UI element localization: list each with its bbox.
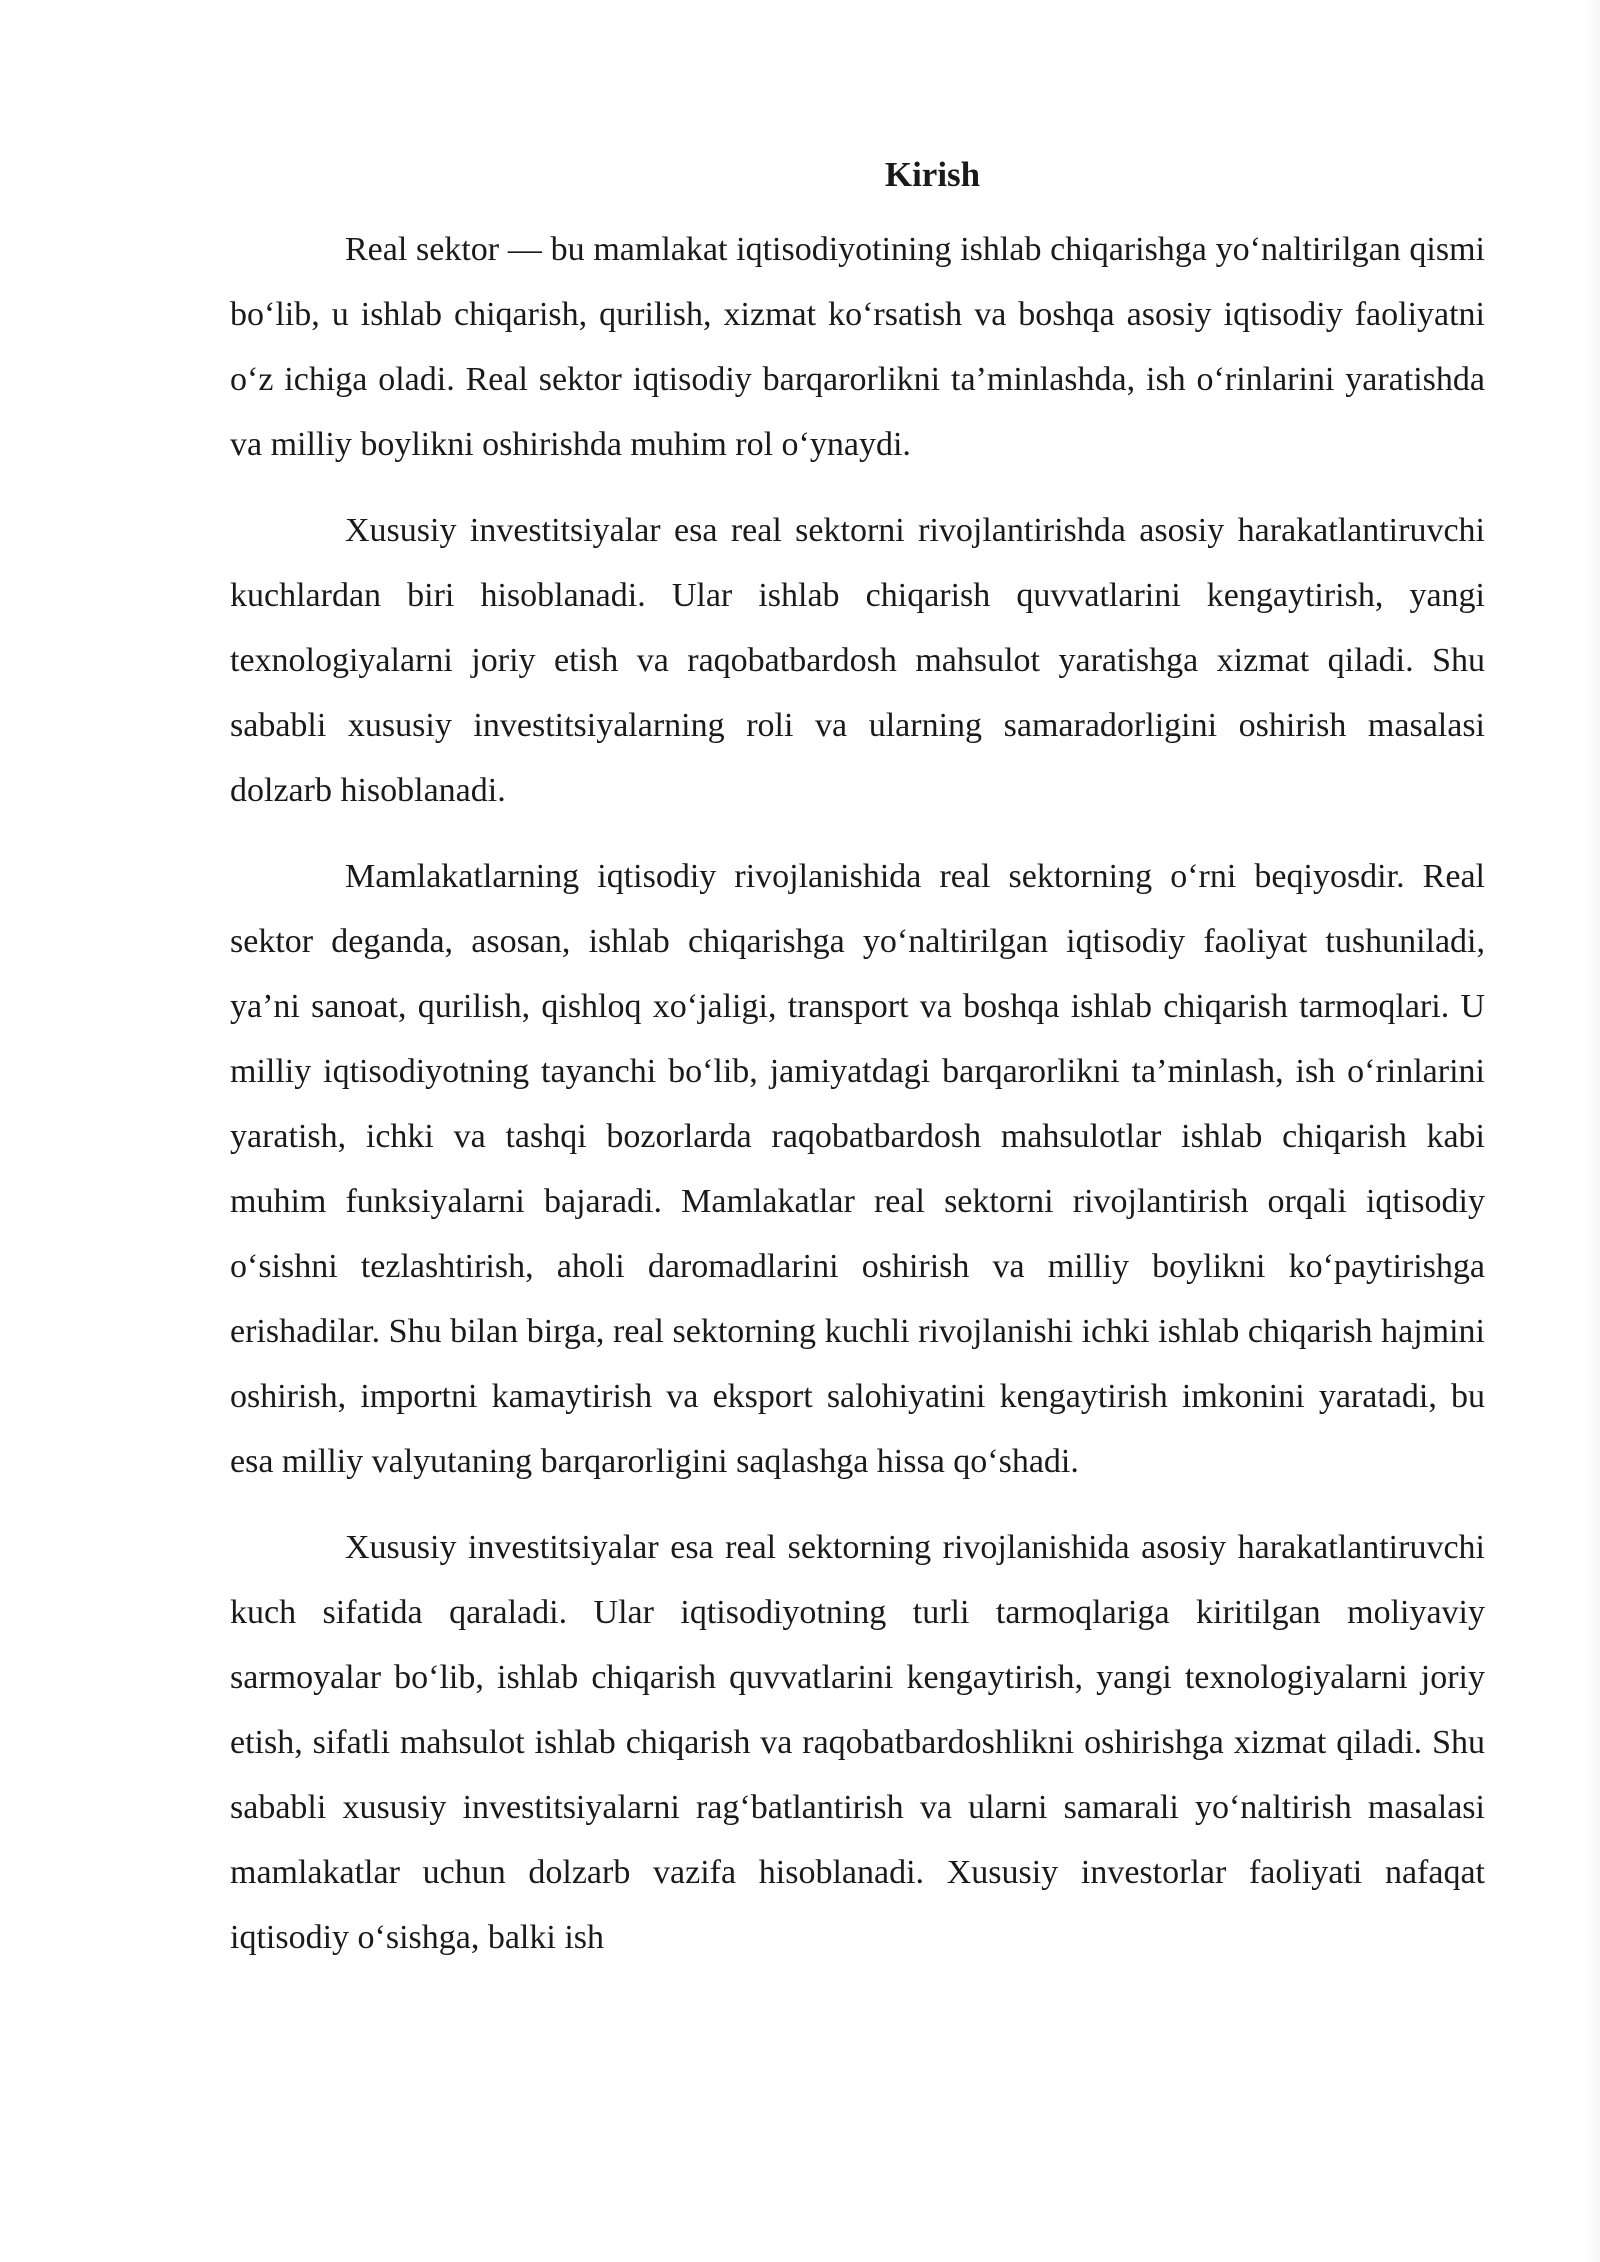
paragraph-4: Xususiy investitsiyalar esa real sektorning rivojlanishida asosiy harakatlantiruvchi kuch sifatida qaraladi. Ular iqtisodiyotning turli tarmoqlariga kiritilgan moliyaviy sarmoyalar bo‘lib, ishlab chiqarish quvvatlarini kengaytirish, yangi texnologiyalarni joriy etish, sifatli mahsulot ishlab chiqarish va raqobatbardoshlikni oshirishga xizmat qiladi. Shu sababli xususiy investitsiyalarni rag‘batlantirish va ularni samarali yo‘naltirish masalasi mamlakatlar uchun dolzarb vazifa hisoblanadi. Xususiy investorlar faoliyati nafaqat iqtisodiy o‘sishga, balki ish (230, 1529, 1485, 1956)
paragraph-2: Xususiy investitsiyalar esa real sektorni rivojlantirishda asosiy harakatlantiruvchi kuchlardan biri hisoblanadi. Ular ishlab chiqarish quvvatlarini kengaytirish, yangi texnologiyalarni joriy etish va raqobatbardosh mahsulot yaratishga xizmat qiladi. Shu sababli xususiy investitsiyalarning roli va ularning samaradorligini oshirish masalasi dolzarb hisoblanadi. (230, 512, 1485, 809)
paragraph-3: Mamlakatlarning iqtisodiy rivojlanishida real sektorning o‘rni beqiyosdir. Real sektor deganda, asosan, ishlab chiqarishga yo‘naltirilgan iqtisodiy faoliyat tushuniladi, ya’ni sanoat, qurilish, qishloq xo‘jaligi, transport va boshqa ishlab chiqarish tarmoqlari. U milliy iqtisodiyotning tayanchi bo‘lib, jamiyatdagi barqarorlikni ta’minlash, ish o‘rinlarini yaratish, ichki va tashqi bozorlarda raqobatbardosh mahsulotlar ishlab chiqarish kabi muhim funksiyalarni bajaradi. Mamlakatlar real sektorni rivojlantirish orqali iqtisodiy o‘sishni tezlashtirish, aholi daromadlarini oshirish va milliy boylikni ko‘paytirishga erishadilar. Shu bilan birga, real sektorning kuchli rivojlanishi ichki ishlab chiqarish hajmini oshirish, importni kamaytirish va eksport salohiyatini kengaytirish imkonini yaratadi, bu esa milliy valyutaning barqarorligini saqlashga hissa qo‘shadi. (230, 858, 1485, 1480)
paragraph-1: Real sektor — bu mamlakat iqtisodiyotining ishlab chiqarishga yo‘naltirilgan qismi bo‘lib, u ishlab chiqarish, qurilish, xizmat ko‘rsatish va boshqa asosiy iqtisodiy faoliyatni o‘z ichiga oladi. Real sektor iqtisodiy barqarorlikni ta’minlashda, ish o‘rinlarini yaratishda va milliy boylikni oshirishda muhim rol o‘ynaydi. (230, 231, 1485, 463)
page-edge-shadow (1586, 0, 1600, 2262)
document-body (230, 145, 1485, 1991)
document-title: Kirish (884, 155, 981, 194)
